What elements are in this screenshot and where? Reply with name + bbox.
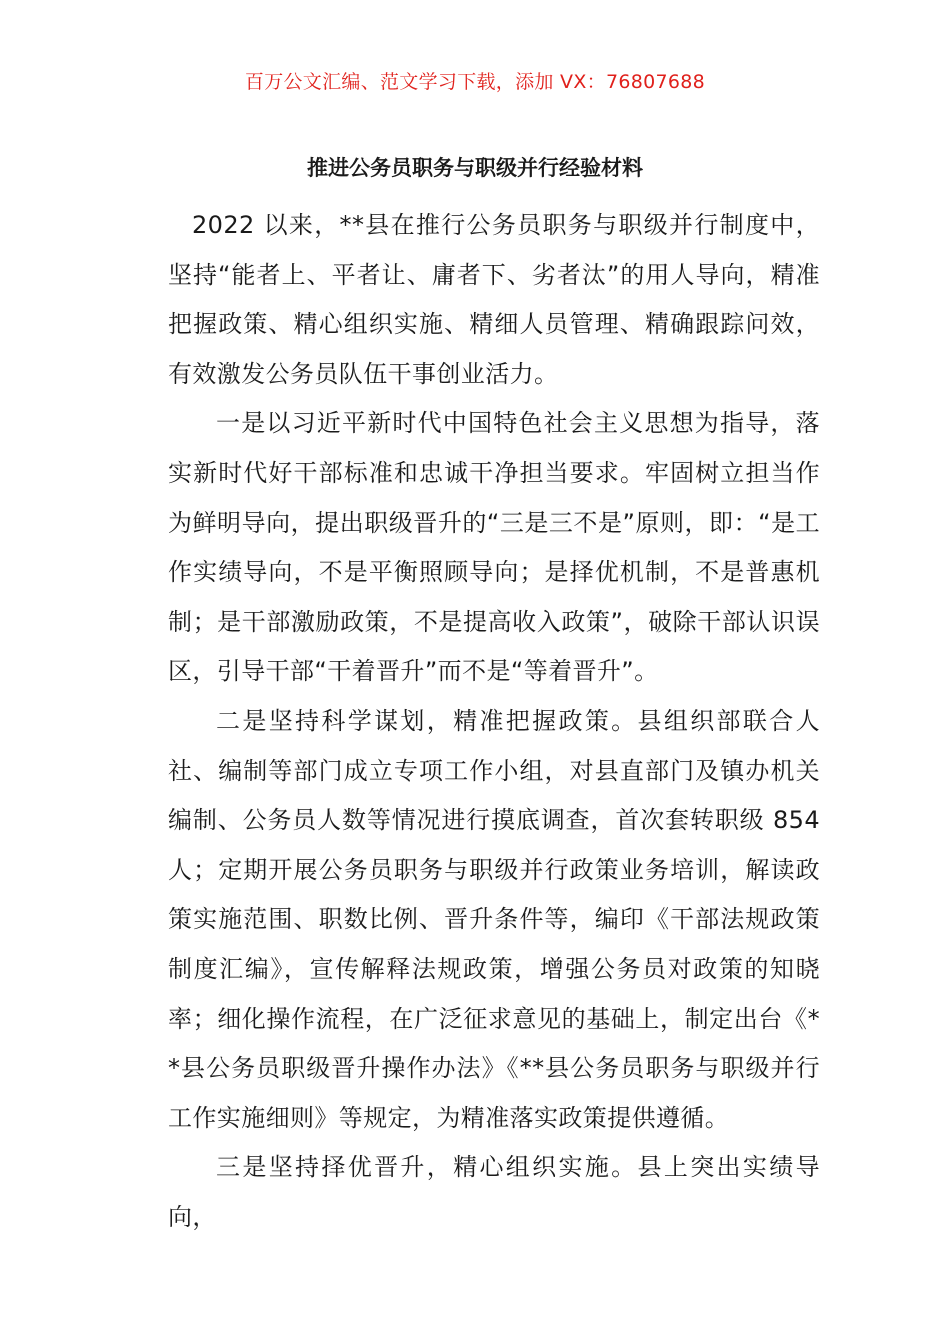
paragraph-point-one: 一是以习近平新时代中国特色社会主义思想为指导，落实新时代好干部标准和忠诚干净担当要求。牢固树立担当作为鲜明导向，提出职级晋升的“三是三不是”原则，即：“是工作实绩导向，不是平衡照顾导向；是择优机制，不是普惠机制；是干部激励政策，不是提高收入政策”，破除干部认识误区，引导干部“干着晋升”而不是“等着晋升”。 [168,409,820,686]
document-title: 推进公务员职务与职级并行经验材料 [307,156,643,181]
paragraph-intro: 2022 以来，**县在推行公务员职务与职级并行制度中，坚持“能者上、平者让、庸者下、劣者汰”的用人导向，精准把握政策、精心组织实施、精细人员管理、精确跟踪问效，有效激发公务员队伍干事创业活力。 [168,211,820,388]
document-body [168,201,820,1242]
header-watermark-note: 百万公文汇编、范文学习下载，添加 VX：76807688 [244,71,706,93]
paragraph-point-three: 三是坚持择优晋升，精心组织实施。县上突出实绩导向， [168,1153,820,1231]
paragraph-point-two: 二是坚持科学谋划，精准把握政策。县组织部联合人社、编制等部门成立专项工作小组，对县直部门及镇办机关编制、公务员人数等情况进行摸底调查，首次套转职级 854 人；定期开展公务员职务与职级并行政策业务培训，解读政策实施范围、职数比例、晋升条件等，编印《干部法规政策制度汇编》，宣传解释法规政策，增强公务员对政策的知晓率；细化操作流程，在广泛征求意见的基础上，制定出台《**县公务员职级晋升操作办法》《**县公务员职务与职级并行工作实施细则》等规定，为精准落实政策提供遵循。 [168,706,820,1132]
